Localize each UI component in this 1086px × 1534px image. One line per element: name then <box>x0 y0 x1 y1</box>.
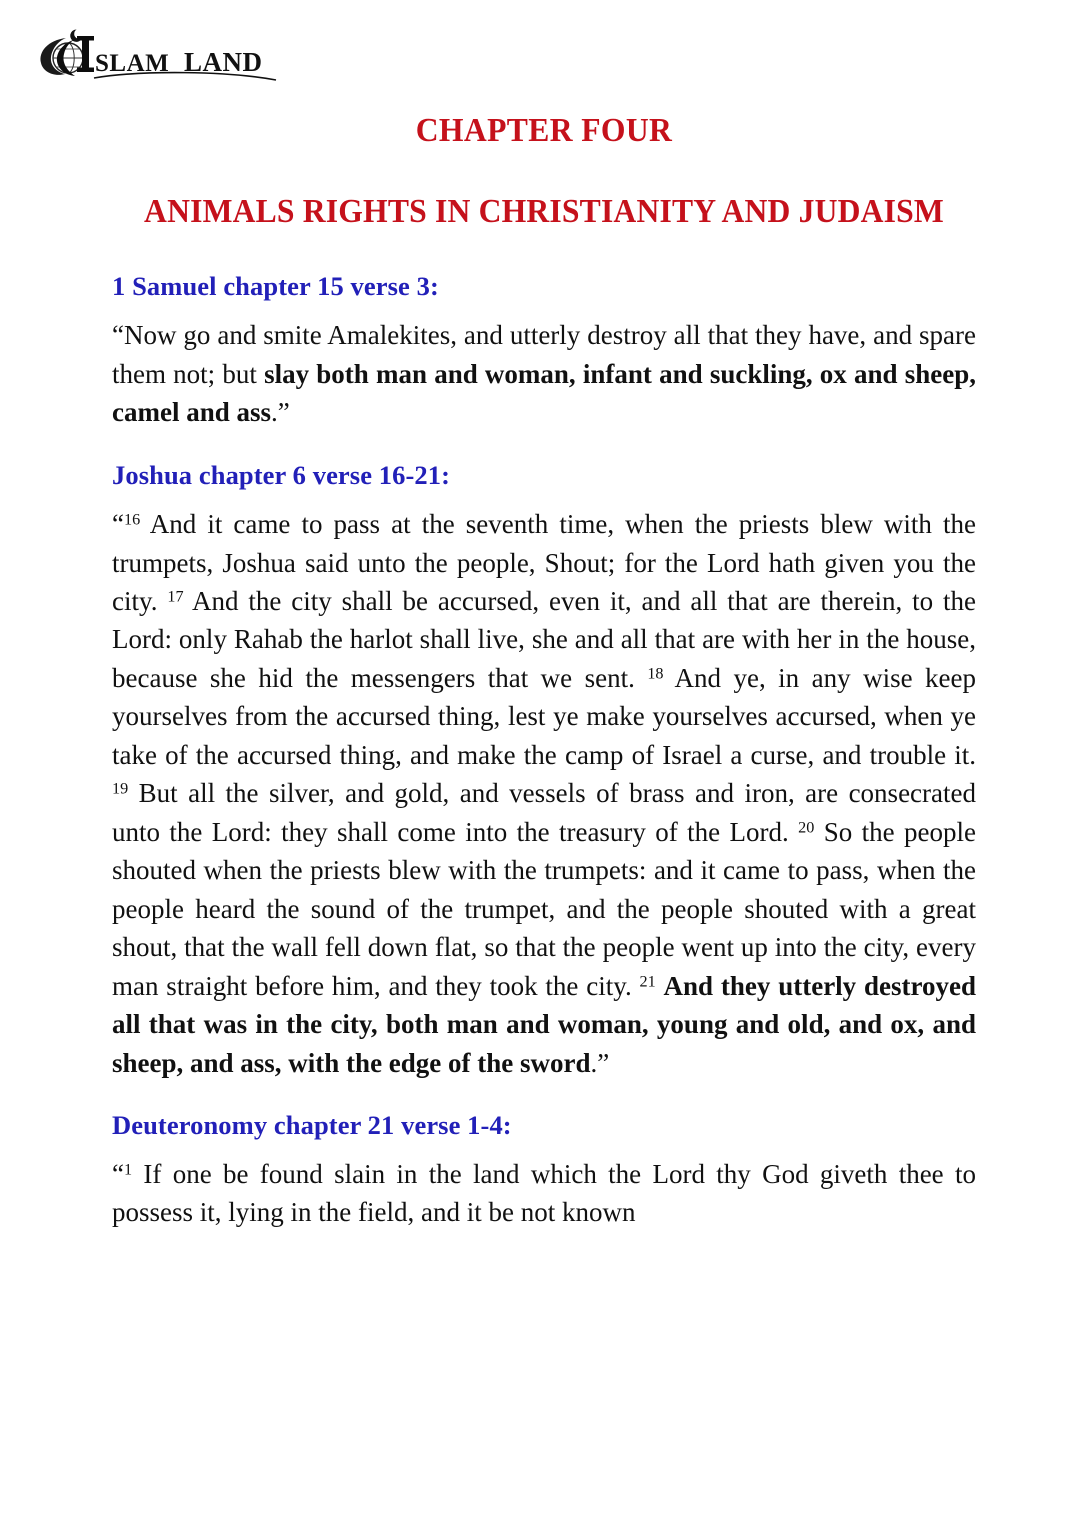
letter-i-stem <box>82 38 89 71</box>
scripture-passage-1-samuel: “Now go and smite Amalekites, and utterly destroy all that they have, and spare them not; but slay both man and woman, infant and suckling, ox and sheep, camel and ass.” <box>112 320 976 428</box>
logo-word-land: LAND <box>184 47 263 77</box>
scripture-reference-joshua: Joshua chapter 6 verse 16-21: <box>112 459 451 490</box>
chapter-number-title: CHAPTER FOUR <box>415 112 673 149</box>
logo-word-islam: SLAM <box>95 50 170 77</box>
document-page <box>112 0 976 1231</box>
scripture-reference-deuteronomy: Deuteronomy chapter 21 verse 1-4: <box>112 1110 512 1141</box>
chapter-subject-title: ANIMALS RIGHTS IN CHRISTIANITY AND JUDAISM <box>144 192 944 230</box>
scripture-reference-1-samuel: 1 Samuel chapter 15 verse 3: <box>112 270 439 301</box>
scripture-passage-joshua: “$^{16}$ And it came to pass at the seventh time, when the priests blew with the trumpets, Joshua said unto the people, Shout; for the Lord hath given you the city. $^{17}$ And the city shall be accursed, even it, and all that are therein, to the Lord: only Rahab the harlot shall live, she and all that are with her in the house, because she hid the messengers that we sent. $^{18}$ And ye, in any wise keep yourselves from the accursed thing, lest ye make yourselves accursed, when ye take of the accursed thing, and make the camp of Israel a curse, and trouble it. $^{19}$ But all the silver, and gold, and vessels of brass and iron, are consecrated unto the Lord: they shall come into the treasury of the Lord. $^{20}$ So the people shouted when the priests blew with the trumpets: and it came to pass, when the people heard the sound of the trumpet, and the people shouted with a great shout, that the wall fell down flat, so that the people went up into the city, every man straight before him, and they took the city. $^{21}$ And they utterly destroyed all that was in the city, both man and woman, young and old, and ox, and sheep, and ass, with the edge of the sword.” <box>112 509 977 1078</box>
scripture-passage-deuteronomy: “$^1$ If one be found slain in the land which the Lord thy God giveth thee to possess it, lying in the field, and it be not known <box>112 1158 976 1227</box>
